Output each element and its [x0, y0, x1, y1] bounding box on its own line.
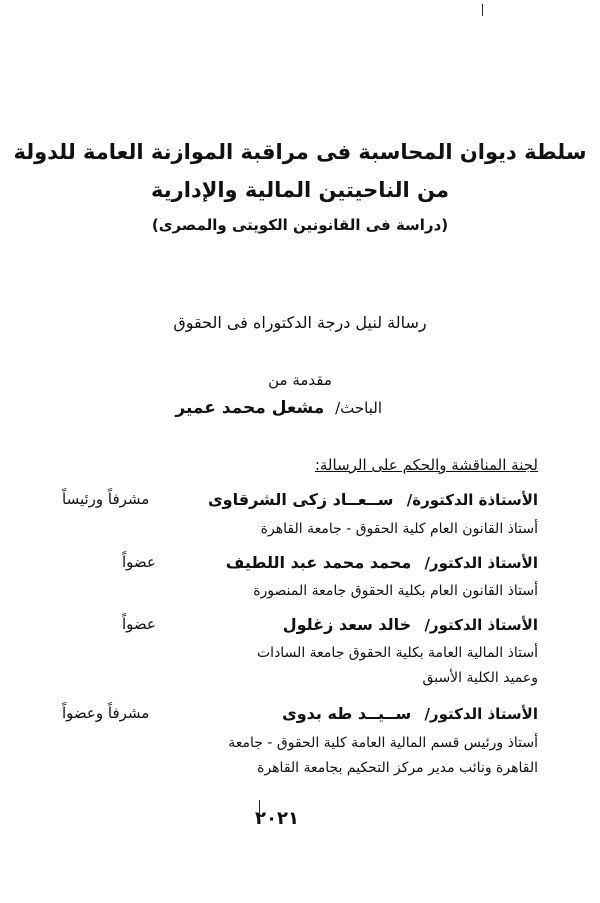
committee-heading: لجنة المناقشة والحكم على الرسالة: [314, 456, 538, 474]
member-title: الأستاذ الدكتور/ [424, 616, 538, 634]
year: ٢٠٢١ [255, 808, 299, 829]
scan-mark-top [482, 4, 483, 16]
member-affiliation: أستاذ المالية العامة بكلية الحقوق جامعة السادات [257, 645, 538, 661]
thesis-title-line-1: سلطة ديوان المحاسبة فى مراقبة الموازنة العامة للدولة [13, 140, 587, 164]
committee-member-2 [226, 553, 538, 572]
member-role: عضواً [122, 615, 156, 633]
member-role: مشرفاً وعضواً [62, 704, 150, 722]
member-name: ســعــاد زكى الشرقاوى [207, 490, 394, 509]
committee-member-3 [283, 615, 538, 634]
member-title: الأستاذة الدكتورة/ [406, 491, 538, 509]
committee-member-4 [282, 704, 538, 723]
member-title: الأستاذ الدكتور/ [424, 705, 538, 723]
member-title: الأستاذ الدكتور/ [424, 554, 538, 572]
degree-statement: رسالة لنيل درجة الدكتوراه فى الحقوق [173, 313, 427, 332]
researcher [175, 398, 382, 418]
researcher-name: مشعل محمد عمير [175, 398, 325, 418]
member-role: عضواً [122, 553, 156, 571]
member-name: محمد محمد عبد اللطيف [225, 553, 412, 572]
member-role: مشرفاً ورئيساً [62, 490, 150, 508]
member-affiliation: أستاذ ورئيس قسم المالية العامة كلية الحقوق - جامعة [228, 735, 538, 751]
member-name: ســيــد طه بدوى [282, 704, 412, 723]
member-affiliation-line-2: القاهرة ونائب مدير مركز التحكيم بجامعة القاهرة [257, 760, 538, 776]
member-affiliation-line-2: وعميد الكلية الأسبق [422, 670, 538, 686]
thesis-subtitle: (دراسة فى القانونين الكويتى والمصرى) [151, 216, 449, 234]
researcher-label: الباحث/ [335, 399, 382, 417]
member-affiliation: أستاذ القانون العام كلية الحقوق - جامعة القاهرة [260, 521, 538, 537]
member-name: خالد سعد زغلول [282, 615, 412, 634]
presented-by: مقدمة من [268, 371, 332, 389]
thesis-title-line-2: من الناحيتين المالية والإدارية [151, 178, 449, 202]
committee-member-1 [208, 490, 538, 509]
member-affiliation: أستاذ القانون العام بكلية الحقوق جامعة المنصورة [253, 583, 538, 599]
